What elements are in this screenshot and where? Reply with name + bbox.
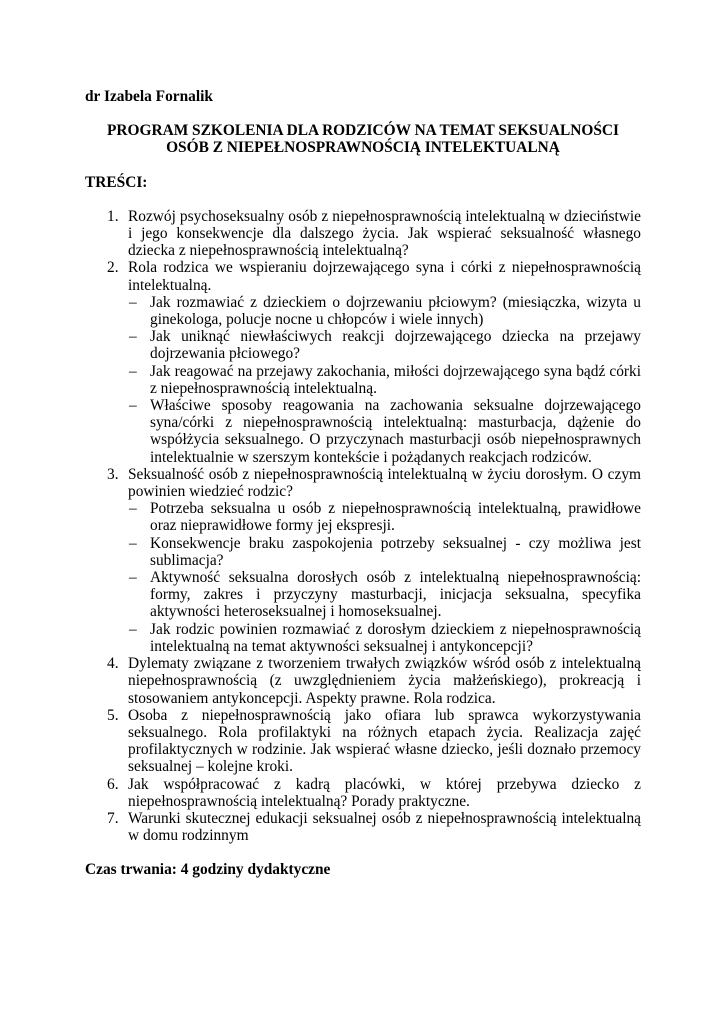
topic-number: 3. [107,465,119,483]
dash-marker: – [129,397,137,415]
topic-number: 2. [107,259,119,277]
topic-item [85,208,641,260]
topic-number: 7. [107,809,119,827]
topic-item [85,466,641,655]
subtopic-text: Jak reagować na przejawy zakochania, miłości dojrzewającego syna bądź córki z niepełnosprawnością intelektualną. [150,362,641,397]
dash-marker: – [129,328,137,346]
subtopic-text: Jak uniknąć niewłaściwych reakcji dojrzewającego dziecka na przejawy dojrzewania płciowego? [150,328,641,363]
topic-text: Rozwój psychoseksualny osób z niepełnosprawnością intelektualną w dzieciństwie i jego konsekwencje dla dalszego życia. Jak wspierać seksualność własnego dziecka z niepełnosprawnością intelektualną? [128,207,641,260]
topics-list [85,208,641,845]
duration-note: Czas trwania: 4 godziny dydaktyczne [85,861,331,879]
dash-marker: – [129,534,137,552]
subtopic-text: Konsekwencje braku zaspokojenia potrzeby seksualnej - czy możliwa jest sublimacja? [150,534,641,569]
dash-marker: – [129,500,137,518]
topic-text: Osoba z niepełnosprawnością jako ofiara lub sprawca wykorzystywania seksualnego. Rola profilaktyki na różnych etapach życia. Realizacja zajęć profilaktycznych w rodzinie. Jak wspierać własne dziecko, jeśli doznało przemocy seksualnej – kolejne kroki. [128,706,641,776]
dash-marker: – [129,293,137,311]
subtopic-text: Potrzeba seksualna u osób z niepełnosprawnością intelektualną, prawidłowe oraz nieprawidłowe formy jej ekspresji. [150,500,641,535]
author-name: dr Izabela Fornalik [85,88,213,105]
subtopics-list [128,294,641,466]
subtopic-item [128,535,641,569]
subtopic-text: Jak rodzic powinien rozmawiać z dorosłym dzieckiem z niepełnosprawnością intelektualną na temat aktywności seksualnej i antykoncepcji? [150,620,641,655]
topic-item [85,776,641,810]
subtopic-item [128,397,641,466]
document-title: PROGRAM SZKOLENIA DLA RODZICÓW NA TEMAT SEKSUALNOŚCI OSÓB Z NIEPEŁNOSPRAWNOŚCIĄ INTELEKTUALNĄ [107,122,619,157]
document-page [85,88,641,894]
topic-number: 5. [107,706,119,724]
subtopic-text: Właściwe sposoby reagowania na zachowania seksualne dojrzewającego syna/córki z niepełnosprawnością intelektualną: masturbacja, dążenie do współżycia seksualnego. O przyczynach masturbacji osób niepełnosprawnych intelektualnie w szerszym kontekście i pożądanych reakcjach rodziców. [150,397,641,466]
dash-marker: – [129,362,137,380]
topic-number: 4. [107,655,119,673]
subtopic-item [128,500,641,534]
topic-text: Jak współpracować z kadrą placówki, w której przebywa dziecko z niepełnosprawnością intelektualną? Porady praktyczne. [128,775,641,810]
subtopic-item [128,294,641,328]
topic-text: Dylematy związane z tworzeniem trwałych związków wśród osób z intelektualną niepełnosprawnością (z uwzględnieniem życia małżeńskiego), prokreacją i stosowaniem antykoncepcji. Aspekty prawne. Rola rodzica. [128,655,641,707]
subtopic-item [128,621,641,655]
topic-number: 1. [107,207,119,225]
topic-item [85,810,641,844]
subtopic-item [128,328,641,362]
subtopic-text: Aktywność seksualna dorosłych osób z intelektualną niepełnosprawnością: formy, zakres i przyczyny masturbacji, inicjacja seksualna, specyfika aktywności heteroseksualnej i homoseksualnej. [150,569,641,621]
topic-number: 6. [107,775,119,793]
subtopic-item [128,569,641,621]
topic-item [85,655,641,707]
topic-item [85,259,641,465]
topic-item [85,707,641,776]
topic-text: Warunki skutecznej edukacji seksualnej osób z niepełnosprawnością intelektualną w domu rodzinnym [128,809,641,845]
section-heading: TREŚCI: [85,173,148,191]
subtopic-text: Jak rozmawiać z dzieckiem o dojrzewaniu płciowym? (miesiączka, wizyta u ginekologa, polucje nocne u chłopców i wiele innych) [150,293,641,329]
subtopics-list [128,500,641,655]
dash-marker: – [129,569,137,587]
topic-text: Rola rodzica we wspieraniu dojrzewającego syna i córki z niepełnosprawnością intelektualną. [128,259,641,294]
subtopic-item [128,363,641,397]
dash-marker: – [129,620,137,638]
topic-text: Seksualność osób z niepełnosprawnością intelektualną w życiu dorosłym. O czym powinien wiedzieć rodzic? [128,465,641,501]
